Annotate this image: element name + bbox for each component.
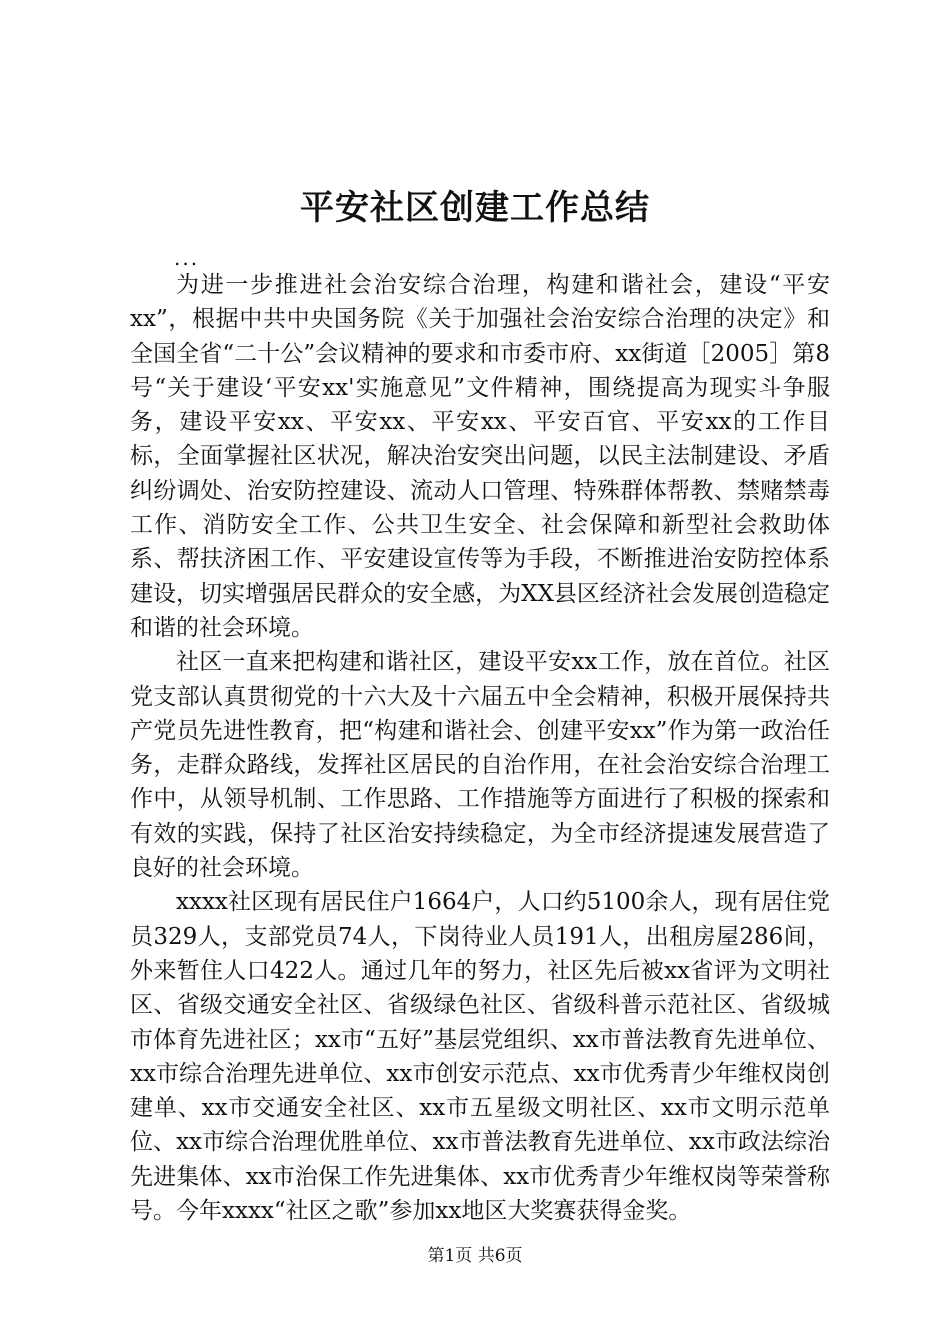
ellipsis-mark: ...: [174, 246, 200, 270]
page-number-footer: 第1页 共6页: [427, 1246, 523, 1266]
document-title: 平安社区创建工作总结: [300, 188, 650, 228]
paragraph-3: xxxx社区现有居民住户1664户，人口约5100余人，现有居住党员329人，支部党员74人，下岗待业人员191人，出租房屋286间，外来暂住人口422人。通过几年的努力，社区先后被xx省评为文明社区、省级交通安全社区、省级绿色社区、省级科普示范社区、省级城市体育先进社区；xx市“五好”基层党组织、xx市普法教育先进单位、xx市综合治理先进单位、xx市创安示范点、xx市优秀青少年维权岗创建单、xx市交通安全社区、xx市五星级文明社区、xx市文明示范单位、xx市综合治理优胜单位、xx市普法教育先进单位、xx市政法综治先进集体、xx市治保工作先进集体、xx市优秀青少年维权岗等荣誉称号。今年xxxx“社区之歌”参加xx地区大奖赛获得金奖。: [130, 889, 830, 1225]
document-body: [130, 268, 830, 1228]
paragraph-2: 社区一直来把构建和谐社区，建设平安xx工作，放在首位。社区党支部认真贯彻党的十六大及十六届五中全会精神，积极开展保持共产党员先进性教育，把“构建和谐社会、创建平安xx”作为第一政治任务，走群众路线，发挥社区居民的自治作用，在社会治安综合治理工作中，从领导机制、工作思路、工作措施等方面进行了积极的探索和有效的实践，保持了社区治安持续稳定，为全市经济提速发展营造了良好的社会环境。: [130, 649, 830, 882]
paragraph-1: 为进一步推进社会治安综合治理，构建和谐社会，建设“平安xx”，根据中共中央国务院《关于加强社会治安综合治理的决定》和全国全省“二十公”会议精神的要求和市委市府、xx街道［2005］第8号“关于建设‘平安xx'实施意见”文件精神，围绕提高为现实斗争服务，建设平安xx、平安xx、平安xx、平安百官、平安xx的工作目标，全面掌握社区状况，解决治安突出问题，以民主法制建设、矛盾纠纷调处、治安防控建设、流动人口管理、特殊群体帮教、禁赌禁毒工作、消防安全工作、公共卫生安全、社会保障和新型社会救助体系、帮扶济困工作、平安建设宣传等为手段，不断推进治安防控体系建设，切实增强居民群众的安全感，为XX县区经济社会发展创造稳定和谐的社会环境。: [130, 272, 830, 641]
